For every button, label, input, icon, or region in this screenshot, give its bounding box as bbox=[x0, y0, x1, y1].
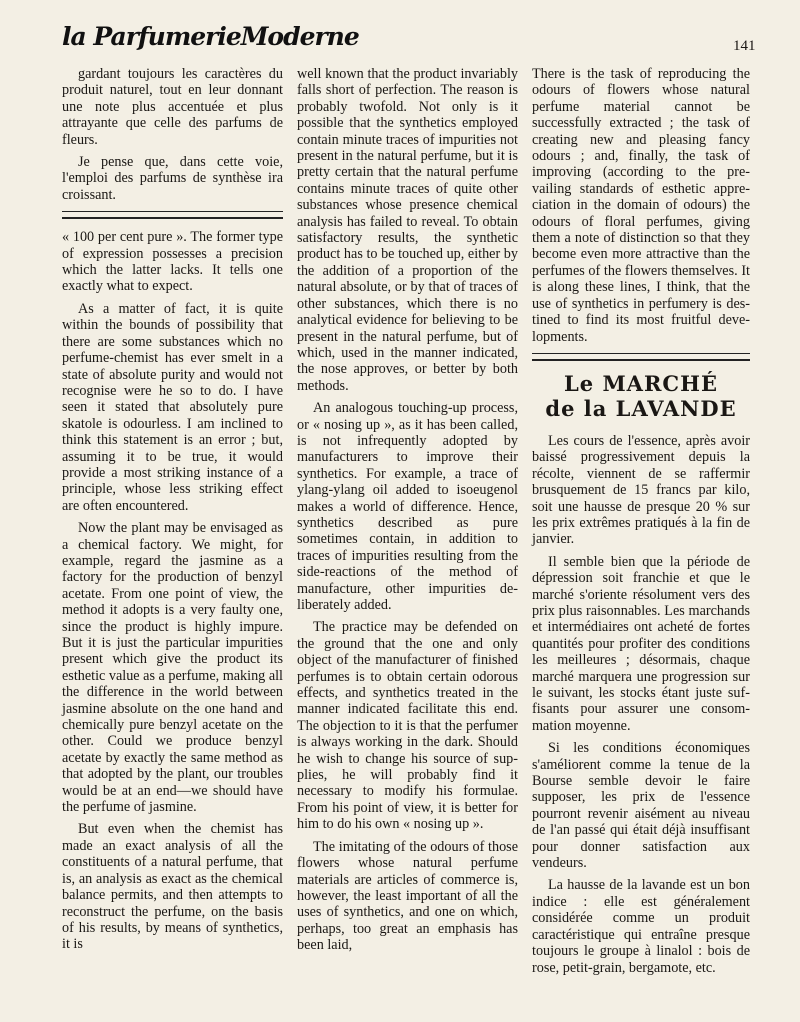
paragraph: « 100 per cent pure ». The former type of expression possesses a precision which the latter lacks. It tells one exactly what to expect. bbox=[62, 229, 283, 295]
paragraph: Il semble bien que la période de dépression soit franchie et que le marché s'oriente résolument vers des prix plus raisonnables. Les marchands et intermédiaires ont acheté de fortes quantités pour profiter des conditions les meilleures ; désormais, chaque marché marquera une progression sur le suivant, les stocks étant juste suffisants pour assurer une consommation moyenne. bbox=[532, 553, 750, 734]
heading-line: de la LAVANDE bbox=[545, 395, 737, 421]
paragraph: Les cours de l'essence, après avoir baissé progressivement depuis la récolte, viennent de se raffermir brusquement de 15 francs par kilo, soit une hausse de presque 20 % sur les prix extrêmes pratiqués à la fin de janvier. bbox=[532, 432, 750, 548]
paragraph: well known that the product invariably falls short of perfection. The reason is probably twofold. Not only is it possible that the synthetics employed contain minute traces of impurities not present in the natural perfume, but it is pretty certain that the natural perfume contains minute traces of quite other substances whose presence chemical analysis has failed to reveal. To obtain satisfactory results, the synthetic product has to be touched up, either by the addition of a proportion of the natural absolute, or by that of traces of other substances, which there is no analytical evidence for believing to be present in the natural perfume, but of which, used in the manner indicated, the nose approves, or better by both methods. bbox=[297, 66, 518, 394]
column-3 bbox=[532, 66, 750, 982]
paragraph: gardant toujours les caractères du produit naturel, tout en leur donnant une note plus accentuée et plus attrayante que celle des parfums de fleurs. bbox=[62, 66, 283, 148]
paragraph: Si les conditions économiques s'améliorent comme la tenue de la Bourse semble devoir le faire supposer, les prix de l'essence pourront revenir aisément au niveau de l'an passé qui était déjà insuffisant pour donner satisfaction aux vendeurs. bbox=[532, 740, 750, 872]
paragraph: There is the task of reproducing the odours of flowers whose natural perfume material cannot be successfully extracted ; the task of creating new and pleasing fancy odours ; and, finally, the task of improving (according to the prevailing standards of esthetic appreciation in the domain of odours) the odours of floral perfumes, giving them a note of distinction so that they become even more attractive than the perfumes of the flowers themselves. It is along these lines, I think, that the use of synthetics in perfumery is destined to find its most fruitful developments. bbox=[532, 66, 750, 345]
paragraph: The imitating of the odours of those flowers whose natural perfume materials are articles of commerce is, however, the least important of all the uses of synthetics, and one on which, perhaps, too great an emphasis has been laid, bbox=[297, 838, 518, 954]
paragraph: An analogous touching-up process, or « nosing up », as it has been called, is not infrequently adopted by manufacturers to improve their synthetics. For example, a trace of ylang-ylang oil added to isoeugenol makes a world of difference. Hence, synthetics described as pure sometimes contain, in addition to traces of impurities resulting from the side-reactions of the method of manufacture, other impurities deliberately added. bbox=[297, 400, 518, 613]
masthead-logo: la ParfumerieModerne bbox=[62, 22, 359, 51]
divider-rule bbox=[532, 353, 750, 361]
paragraph: La hausse de la lavande est un bon indice : elle est généralement considérée comme un produit caractéristique qui entraîne presque toujours le groupe à linalol : bois de rose, petit-grain, bergamote, etc. bbox=[532, 877, 750, 976]
page-number: 141 bbox=[733, 38, 756, 54]
column-2 bbox=[297, 66, 518, 960]
column-1 bbox=[62, 66, 283, 959]
heading-line: Le MARCHÉ bbox=[564, 370, 718, 396]
paragraph: But even when the chemist has made an exact analysis of all the constituents of a natural perfume, that is, an analysis as exact as the chemical balance permits, and then attempts to reconstruct the perfume, on the basis of his results, by means of synthetics, it is bbox=[62, 821, 283, 953]
paragraph: Now the plant may be envisaged as a chemical factory. We might, for example, regard the jasmine as a factory for the production of benzyl acetate. From one point of view, the method it adopts is a very faulty one, since the product is highly impure. But it is just the particular impurities present which give the product its esthetic value as a perfume, making all the difference in the world between jasmine absolute on the one hand and chemically pure benzyl acetate on the other. Could we produce benzyl acetate by exactly the same method as that adopted by the plant, our troubles would be at an end—we should have the perfume of jasmine. bbox=[62, 520, 284, 816]
paragraph: The practice may be defended on the ground that the one and only object of the manufacturer of finished perfumes is to obtain certain odorous effects, and synthetics treated in the manner indicated facilitate this end. The objection to it is that the perfumer is always working in the dark. Should he wish to change his source of supplies, he will probably find it necessary to modify his formulae. From his point of view, it is better for him to do his own « nosing up ». bbox=[297, 619, 518, 833]
paragraph: As a matter of fact, it is quite within the bounds of possibility that there are some substances which no perfume-chemist has ever smelt in a state of absolute purity and would not recognise were he so to do. I have seen it stated that absolutely pure skatole is odourless. I am inclined to think this statement is an error ; but, assuming it to be true, it would provide a most striking instance of a principle, whose less striking effect are often encountered. bbox=[62, 300, 283, 514]
paragraph: Je pense que, dans cette voie, l'emploi des parfums de synthèse ira croissant. bbox=[62, 154, 283, 203]
divider-rule bbox=[62, 211, 283, 219]
section-heading bbox=[532, 371, 750, 421]
